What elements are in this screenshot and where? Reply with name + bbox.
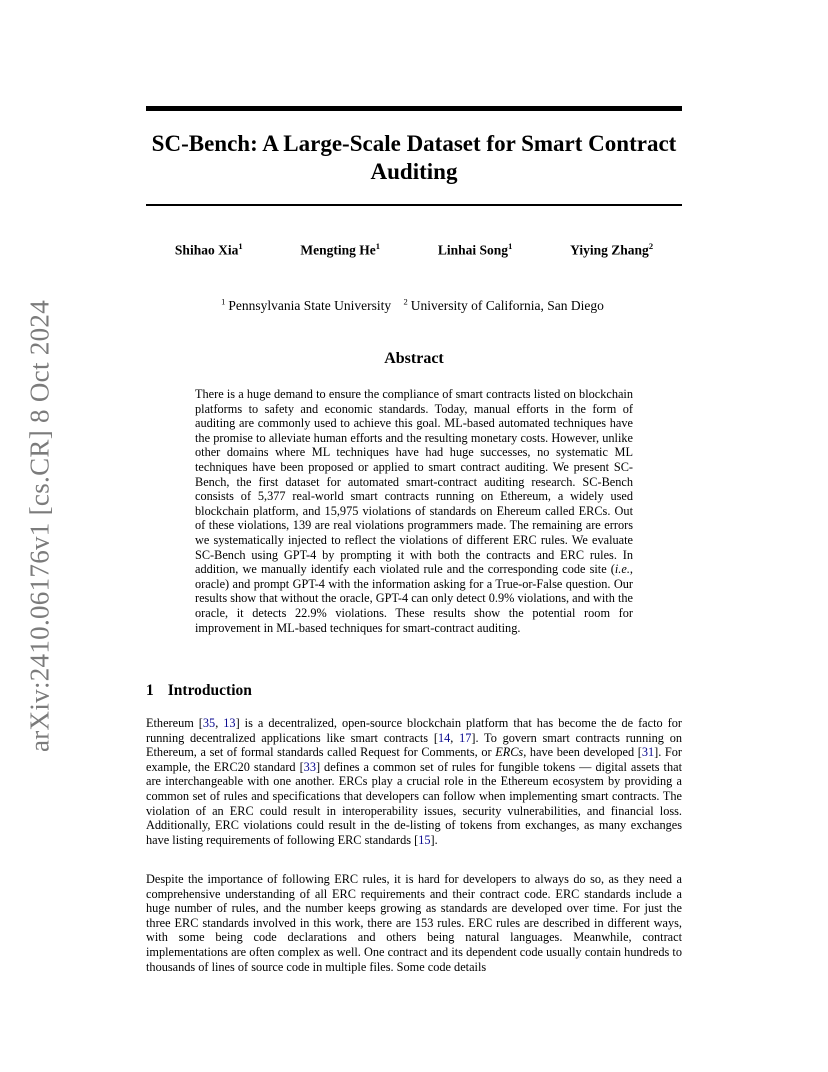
arxiv-id: arXiv:2410.06176v1 [cs.CR] 8 Oct 2024 (24, 299, 55, 753)
author: Mengting He$^1$ (300, 241, 381, 258)
citation-link[interactable]: 15 (418, 832, 431, 847)
citation-link[interactable]: 33 (303, 759, 316, 774)
author: Shihao Xia$^1$ (174, 241, 243, 258)
affiliations (146, 296, 682, 314)
citation-link[interactable]: 31 (641, 745, 655, 760)
author: Yiying Zhang$^2$ (570, 241, 654, 258)
paper-title: SC-Bench: A Large-Scale Dataset for Smart Contract Auditing (151, 131, 677, 184)
title-top-rule (146, 106, 682, 111)
intro-paragraph-1: Ethereum [35, 13] is a decentralized, open-source blockchain platform that has become the de facto for running decentralized applications like smart contracts [14, 17]. To govern smart contracts running on Ethereum, a set of formal standards called Request for Comments, or ERCs, have been developed [31]. For example, the ERC20 standard [33] defines a common set of rules for fungible tokens — digital assets that are interchangeable with one another. ERCs play a crucial role in the Ethereum ecosystem by providing a common set of rules and specifications that developers can follow when implementing smart contracts. The violation of an ERC could result in interoperability issues, security vulnerabilities, and financial loss. Additionally, ERC violations could result in the de-listing of tokens from exchanges, as many exchanges have listing requirements of following ERC standards [15]. (146, 716, 682, 847)
affiliation: $^1$ Pennsylvania State University (221, 296, 392, 313)
citation-link[interactable]: 14 (437, 730, 451, 745)
citation-link[interactable]: 13 (223, 716, 236, 730)
abstract-heading: Abstract (384, 350, 444, 367)
title-bottom-rule (146, 204, 682, 206)
citation-link[interactable]: 35 (202, 716, 216, 730)
author-list (146, 241, 682, 259)
intro-paragraph-2: Despite the importance of following ERC rules, it is hard for developers to always do so, as they need a comprehensive understanding of all ERC requirements and their contract code. ERC standards include a huge number of rules, and the number keeps growing as standards are developed over time. For just the three ERC standards involved in this work, there are 153 rules. ERC rules are described in different ways, with some being code declarations and others being natural languages. Meanwhile, contract implementations are often complex as well. One contract and its dependent code usually contain hundreds to thousands of lines of source code in multiple files. Some code details (146, 872, 682, 974)
arxiv-sidebar-stamp (26, 296, 54, 756)
citation-link[interactable]: 17 (459, 730, 472, 745)
abstract-text: There is a huge demand to ensure the compliance of smart contracts listed on blockchain platforms to safety and economic standards. Today, manual efforts in the form of auditing are commonly used to achieve this goal. ML-based automated techniques have the promise to alleviate human efforts and the resulting monetary costs. However, unlike other domains where ML techniques have had huge successes, no systematic ML techniques have been proposed or applied to smart contract auditing. We present SC-Bench, the first dataset for automated smart-contract auditing research. SC-Bench consists of 5,377 real-world smart contracts running on Ethereum, a widely used blockchain platform, and 15,975 violations of standards on Ehereum called ERCs. Out of these violations, 139 are real violations programmers made. The remaining are errors we systematically injected to reflect the violations of different ERC rules. We evaluate SC-Bench using GPT-4 by prompting it with both the contracts and ERC rules. In addition, we manually identify each violated rule and the corresponding code site (i.e., oracle) and prompt GPT-4 with the information asking for a True-or-False question. Our results show that without the oracle, GPT-4 can only detect 0.9% violations, and with the oracle, it detects 22.9% violations. These results show the potential room for improvement in ML-based techniques for smart-contract auditing. (195, 387, 633, 635)
author: Linhai Song$^1$ (437, 241, 513, 258)
section-heading-introduction: 1 Introduction (146, 682, 252, 699)
affiliation: $^2$ University of California, San Diego (403, 296, 604, 313)
